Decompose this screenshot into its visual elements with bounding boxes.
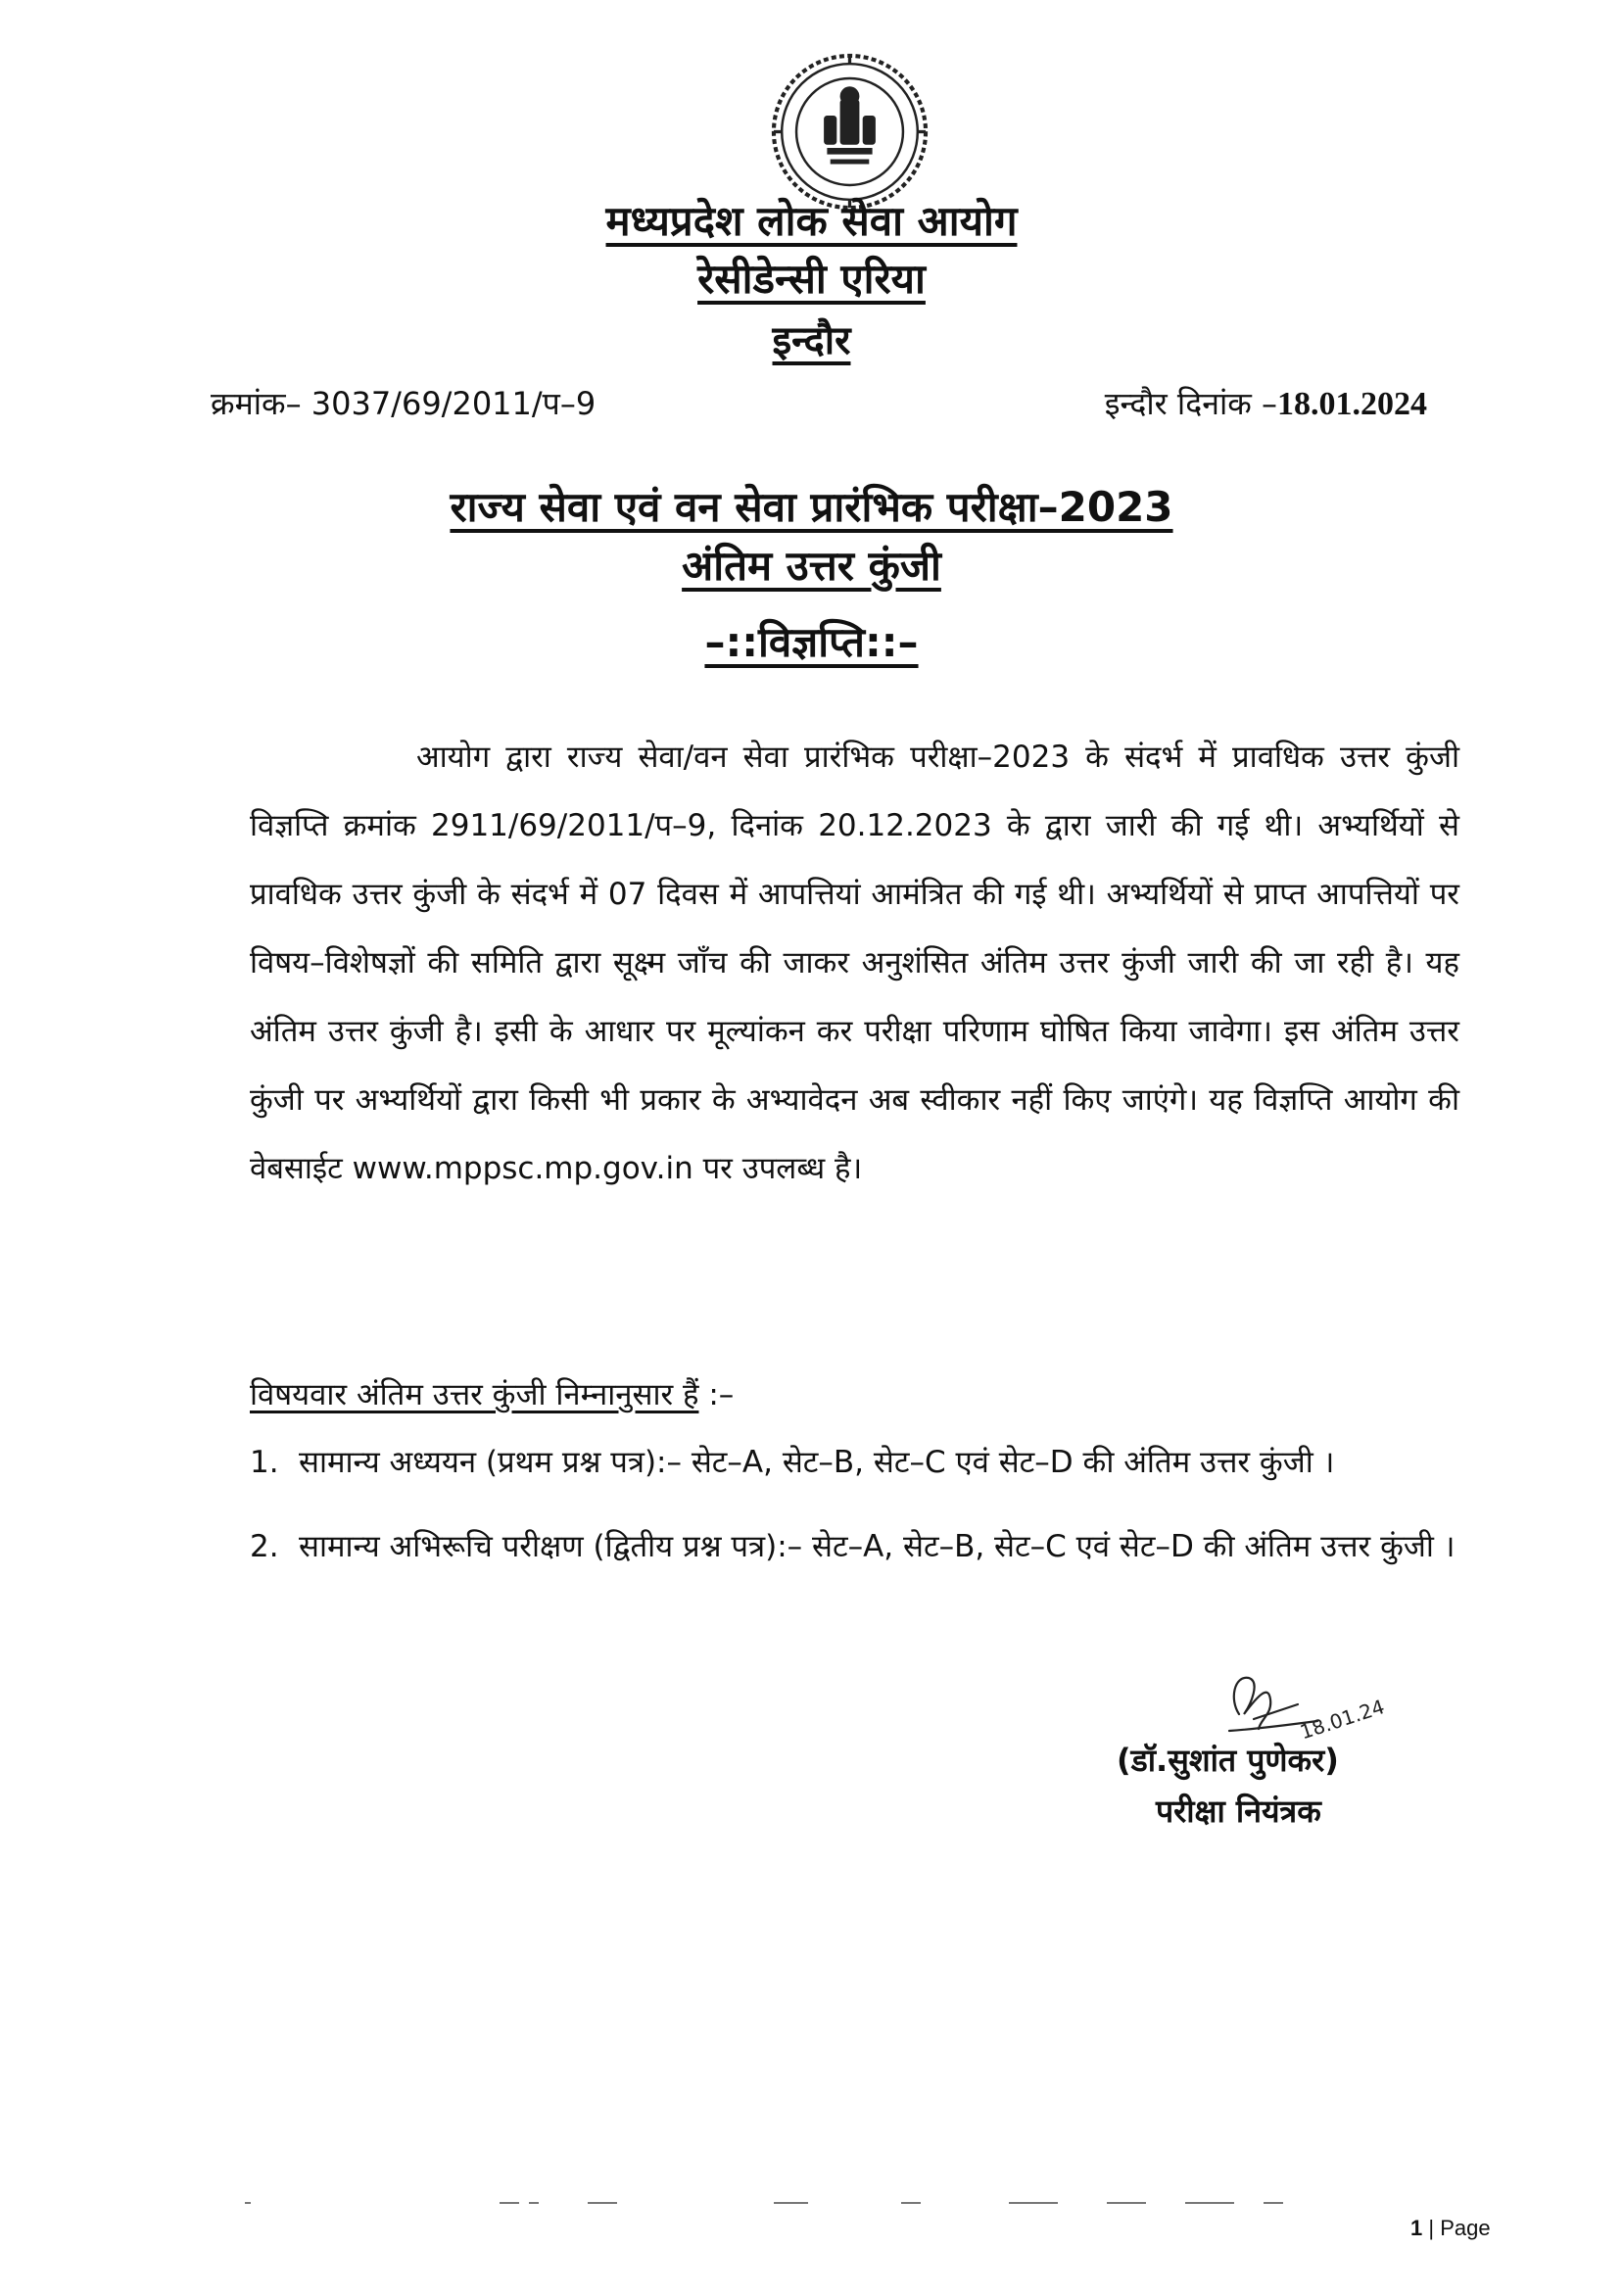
notice-body-paragraph: आयोग द्वारा राज्य सेवा/वन सेवा प्रारंभिक परीक्षा–2023 के संदर्भ में प्रावधिक उत्तर कुंजी विज्ञप्ति क्रमांक 2911/69/2011/प–9, दिनांक 20.12.2023 के द्वारा जारी की गई थी। अभ्यर्थियों से प्रावधिक उत्तर कुंजी के संदर्भ में 07 दिवस में आपत्तियां आमंत्रित की गई थी। अभ्यर्थियों से प्राप्त आपत्तियों पर विषय–विशेषज्ञों की समिति द्वारा सूक्ष्म जाँच की जाकर अनुशंसित अंतिम उत्तर कुंजी जारी की जा रही है। यह अंतिम उत्तर कुंजी है। इसी के आधार पर मूल्यांकन कर परीक्षा परिणाम घोषित किया जावेगा। इस अंतिम उत्तर कुंजी पर अभ्यर्थियों द्वारा किसी भी प्रकार के अभ्यावेदन अब स्वीकार नहीं किए जाएंगे। यह विज्ञप्ति आयोग की वेबसाईट www.mppsc.mp.gov.in पर उपलब्ध है। (250, 740, 1459, 1186)
list-item-number: 1. (250, 1445, 279, 1480)
answer-key-title: अंतिम उत्तर कुंजी (682, 542, 941, 590)
page-number-value: 1 (1410, 2216, 1423, 2240)
page-number-label: | Page (1422, 2216, 1491, 2240)
list-item (250, 1524, 1464, 1569)
list-item-number: 2. (250, 1529, 279, 1564)
notice-heading: –::विज्ञप्ति::– (704, 618, 919, 666)
handwritten-signature (1200, 1660, 1406, 1748)
exam-title: राज्य सेवा एवं वन सेवा प्रारंभिक परीक्षा–2023 (450, 483, 1173, 531)
list-item-text: सामान्य अध्ययन (प्रथम प्रश्न पत्र):– सेट–A, सेट–B, सेट–C एवं सेट–D की अंतिम उत्तर कुंजी । (299, 1445, 1335, 1480)
list-heading (250, 1373, 734, 1414)
organization-area: रेसीडेन्सी एरिया (697, 255, 926, 303)
signature-date: 18.01.24 (1297, 1695, 1388, 1745)
mppsc-seal-emblem-icon (769, 51, 931, 213)
page-number (1410, 2216, 1491, 2241)
answer-key-list (250, 1440, 1464, 1608)
place-date-prefix: इन्दौर दिनांक – (1104, 385, 1277, 422)
organization-city: इन्दौर (772, 318, 851, 363)
list-item-text: सामान्य अभिरूचि परीक्षण (द्वितीय प्रश्न पत्र):– सेट–A, सेट–B, सेट–C एवं सेट–D की अंतिम उत्तर कुंजी । (299, 1529, 1456, 1564)
organization-name: मध्यप्रदेश लोक सेवा आयोग (605, 197, 1018, 245)
signatory-name: (डॉ.सुशांत पुणेकर) (1117, 1742, 1339, 1779)
list-item (250, 1440, 1464, 1485)
issue-date: 18.01.2024 (1277, 386, 1427, 422)
reference-number: क्रमांक– 3037/69/2011/प–9 (211, 385, 597, 422)
list-heading-suffix: :– (698, 1377, 735, 1412)
place-date (1105, 382, 1427, 424)
signatory-designation: परीक्षा नियंत्रक (1156, 1793, 1321, 1830)
footer-scan-marks (245, 2200, 1459, 2206)
list-heading-text: विषयवार अंतिम उत्तर कुंजी निम्नानुसार हैं (250, 1377, 699, 1412)
